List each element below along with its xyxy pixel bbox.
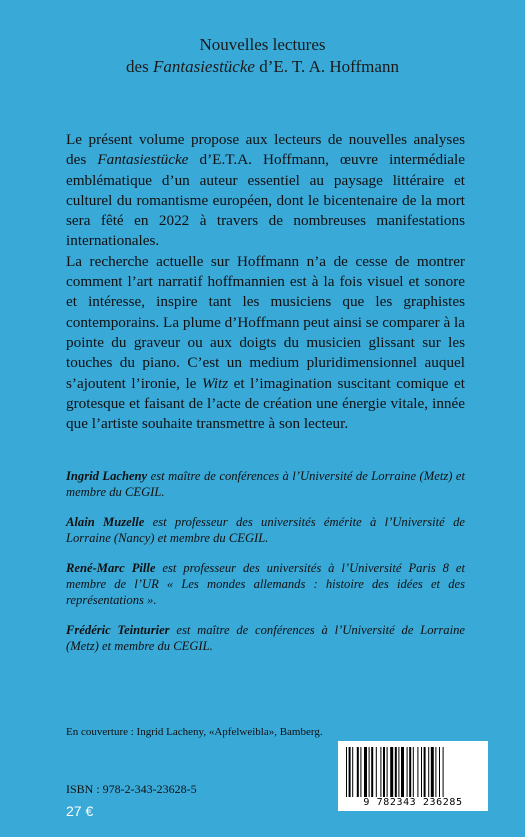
- title-line-1: Nouvelles lectures: [199, 35, 326, 54]
- author-description: est maître de conférences à l’Université de Lorraine (Metz) et membre du CEGIL.: [66, 469, 465, 499]
- author-name: Ingrid Lacheny: [66, 469, 148, 483]
- author-bios: [66, 468, 465, 668]
- author-description: est professeur des universités à l’Université Paris 8 et membre de l’UR « Les mondes allemands : histoire des idées et des représentations ».: [66, 561, 465, 607]
- summary-p1-text-a: Le présent volume propose aux lecteurs de nouvelles analyses des: [66, 131, 465, 169]
- author-bio: [66, 560, 465, 608]
- isbn: ISBN : 978-2-343-23628-5: [66, 782, 197, 796]
- barcode-digits: 9 782343 236285: [363, 797, 463, 808]
- title-line-2-suffix: d’E. T. A. Hoffmann: [254, 57, 399, 76]
- title-line-2-prefix: des: [126, 57, 153, 76]
- price: 27 €: [66, 803, 94, 819]
- title-line-2: [0, 56, 525, 78]
- author-description: est professeur des universités émérite à l’Université de Lorraine (Nancy) et membre du CEGIL.: [66, 515, 465, 545]
- back-cover-summary: [66, 130, 465, 434]
- barcode-bars: [346, 747, 480, 797]
- author-name: Frédéric Teinturier: [66, 623, 170, 637]
- author-bio: [66, 468, 465, 500]
- author-bio: [66, 622, 465, 654]
- cover-credit: En couverture : Ingrid Lacheny, «Apfelweibla», Bamberg.: [66, 726, 323, 738]
- summary-paragraph-1: [66, 130, 465, 252]
- summary-p1-italic: Fantasiestücke: [97, 151, 189, 169]
- summary-p2-text-a: La recherche actuelle sur Hoffmann n’a de cesse de montrer comment l’art narratif hoffmannien est à la fois visuel et sonore et intéresse, inspire tant les musiciens que les graphistes contemporains. La plume d’Hoffmann peut ainsi se comparer à la pointe du graveur ou aux doigts du musicien glissant sur les touches du piano. C’est un medium pluridimensionnel auquel s’ajoutent l’ironie, le: [66, 252, 465, 392]
- book-title: [0, 34, 525, 78]
- author-bio: [66, 514, 465, 546]
- summary-paragraph-2: [66, 252, 465, 435]
- title-line-2-italic: Fantasiestücke: [152, 57, 255, 76]
- barcode: [338, 741, 488, 811]
- summary-p2-text-b: et l’imagination suscitant comique et grotesque et faisant de l’acte de création une énergie vitale, innée que l’artiste souhaite transmettre à son lecteur.: [66, 374, 465, 433]
- summary-p2-italic: Witz: [201, 374, 229, 392]
- author-description: est maître de conférences à l’Université de Lorraine (Metz) et membre du CEGIL.: [66, 623, 465, 653]
- summary-p1-text-b: d’E.T.A. Hoffmann, œuvre intermédiale emblématique d’un auteur essentiel au paysage littéraire et culturel du romantisme européen, dont le bicentenaire de la mort sera fêté en 2022 à travers de nombreuses manifestations internationales.: [66, 151, 465, 250]
- author-name: René-Marc Pille: [66, 561, 156, 575]
- author-name: Alain Muzelle: [66, 515, 145, 529]
